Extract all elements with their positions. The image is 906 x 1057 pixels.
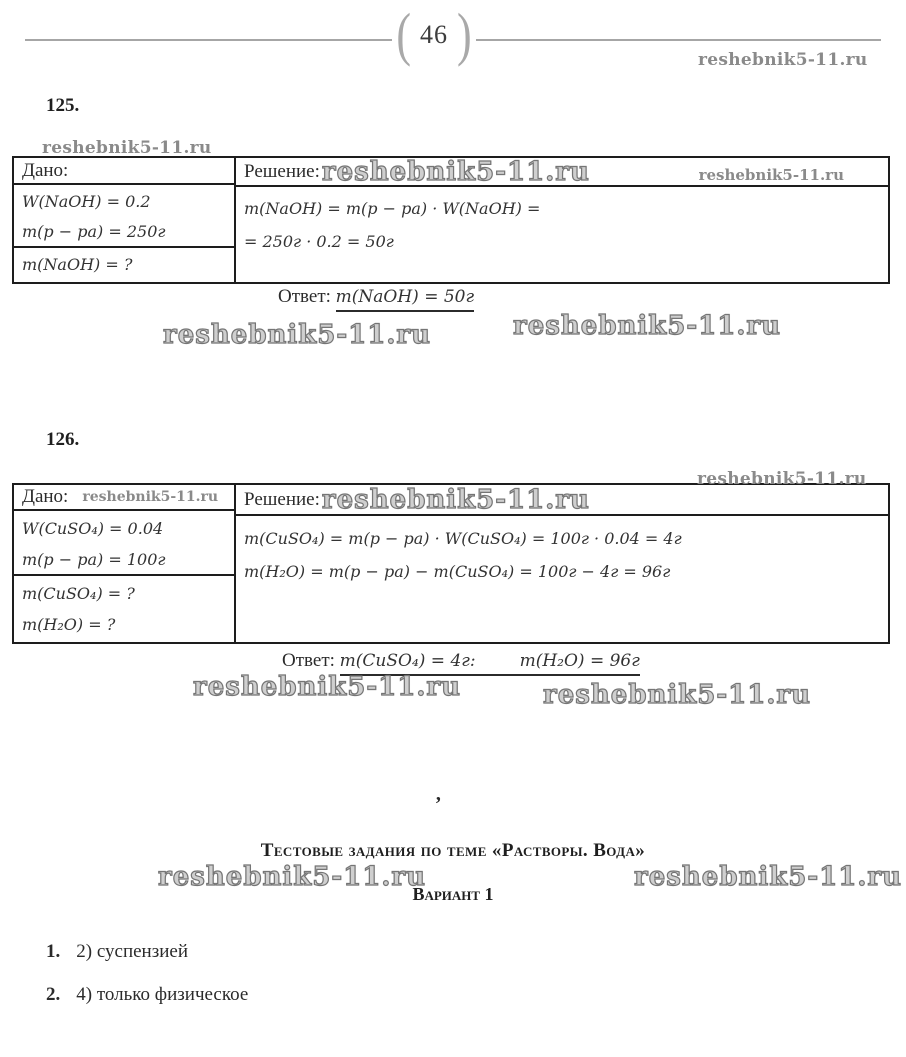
item-number: 1. bbox=[46, 941, 61, 962]
left-bracket-icon: ( bbox=[396, 1, 411, 68]
solution-line: = 250г · 0.2 = 50г bbox=[244, 232, 394, 251]
item-number: 2. bbox=[46, 984, 61, 1005]
given-values bbox=[14, 511, 234, 576]
watermark: reshebnik5-11.ru bbox=[513, 311, 782, 341]
answer-formula: m(H₂O) = 96г bbox=[519, 651, 640, 671]
answer-125 bbox=[278, 286, 474, 308]
find-values bbox=[14, 576, 234, 642]
given-label: Дано: bbox=[22, 159, 69, 181]
answer-126 bbox=[282, 650, 640, 672]
watermark: reshebnik5-11.ru bbox=[321, 484, 590, 515]
watermark: reshebnik5-11.ru bbox=[698, 50, 868, 70]
solution-label: Решение: bbox=[244, 160, 320, 182]
answer-formula: m(NaOH) = 50г bbox=[335, 287, 475, 307]
find-formula: m(H₂O) = ? bbox=[22, 615, 116, 634]
problem-126-number: 126. bbox=[46, 429, 80, 450]
solution-work bbox=[236, 516, 888, 590]
test-section-title: Тестовые задания по теме «Растворы. Вода» bbox=[260, 840, 646, 861]
answer-label: Ответ: bbox=[278, 286, 331, 307]
given-column bbox=[14, 485, 236, 642]
solution-line: m(H₂O) = m(p − pa) − m(CuSO₄) = 100г − 4г = 96г bbox=[244, 562, 671, 581]
watermark: reshebnik5-11.ru bbox=[697, 469, 867, 489]
answer-formula: m(CuSO₄) = 4г: bbox=[339, 651, 476, 671]
watermark: reshebnik5-11.ru bbox=[158, 862, 427, 892]
given-solution-table-125 bbox=[12, 156, 890, 284]
problem-125-number: 125. bbox=[46, 95, 80, 116]
find-formula: m(CuSO₄) = ? bbox=[22, 584, 135, 603]
given-values bbox=[14, 185, 234, 248]
watermark: reshebnik5-11.ru bbox=[82, 489, 219, 505]
given-header bbox=[14, 485, 234, 511]
given-formula: W(NaOH) = 0.2 bbox=[22, 192, 151, 211]
solution-column bbox=[236, 485, 888, 642]
watermark: reshebnik5-11.ru bbox=[321, 156, 590, 187]
solution-header bbox=[236, 158, 888, 187]
given-column bbox=[14, 158, 236, 282]
given-formula: m(p − pa) = 100г bbox=[22, 550, 166, 569]
given-solution-table-126 bbox=[12, 483, 890, 644]
stray-comma-mark: ‚ bbox=[435, 783, 442, 805]
find-values bbox=[14, 248, 234, 282]
watermark: reshebnik5-11.ru bbox=[193, 672, 462, 702]
given-label: Дано: bbox=[22, 486, 69, 507]
solution-line: m(NaOH) = m(p − pa) · W(NaOH) = bbox=[244, 199, 541, 218]
find-formula: m(NaOH) = ? bbox=[22, 255, 133, 274]
variant-title: Вариант 1 bbox=[412, 884, 494, 904]
solution-label: Решение: bbox=[244, 488, 320, 510]
page-number-badge bbox=[392, 2, 476, 68]
watermark: reshebnik5-11.ru bbox=[42, 138, 212, 158]
solution-work bbox=[236, 187, 888, 260]
test-answer-item-1 bbox=[46, 941, 188, 963]
item-text: 2) суспензией bbox=[76, 941, 188, 962]
given-formula: m(p − pa) = 250г bbox=[22, 222, 166, 241]
watermark: reshebnik5-11.ru bbox=[543, 680, 812, 710]
given-header bbox=[14, 158, 234, 185]
solution-column bbox=[236, 158, 888, 282]
watermark: reshebnik5-11.ru bbox=[163, 320, 432, 350]
solution-header bbox=[236, 485, 888, 516]
right-bracket-icon: ) bbox=[457, 1, 472, 68]
page-number: 46 bbox=[420, 20, 448, 49]
item-text: 4) только физическое bbox=[76, 984, 249, 1005]
given-formula: W(CuSO₄) = 0.04 bbox=[22, 519, 164, 538]
answer-label: Ответ: bbox=[282, 650, 335, 671]
watermark: reshebnik5-11.ru bbox=[698, 166, 844, 184]
watermark: reshebnik5-11.ru bbox=[634, 862, 903, 892]
test-answer-item-2 bbox=[46, 984, 248, 1006]
solution-line: m(CuSO₄) = m(p − pa) · W(CuSO₄) = 100г · 0.04 = 4г bbox=[244, 529, 682, 548]
